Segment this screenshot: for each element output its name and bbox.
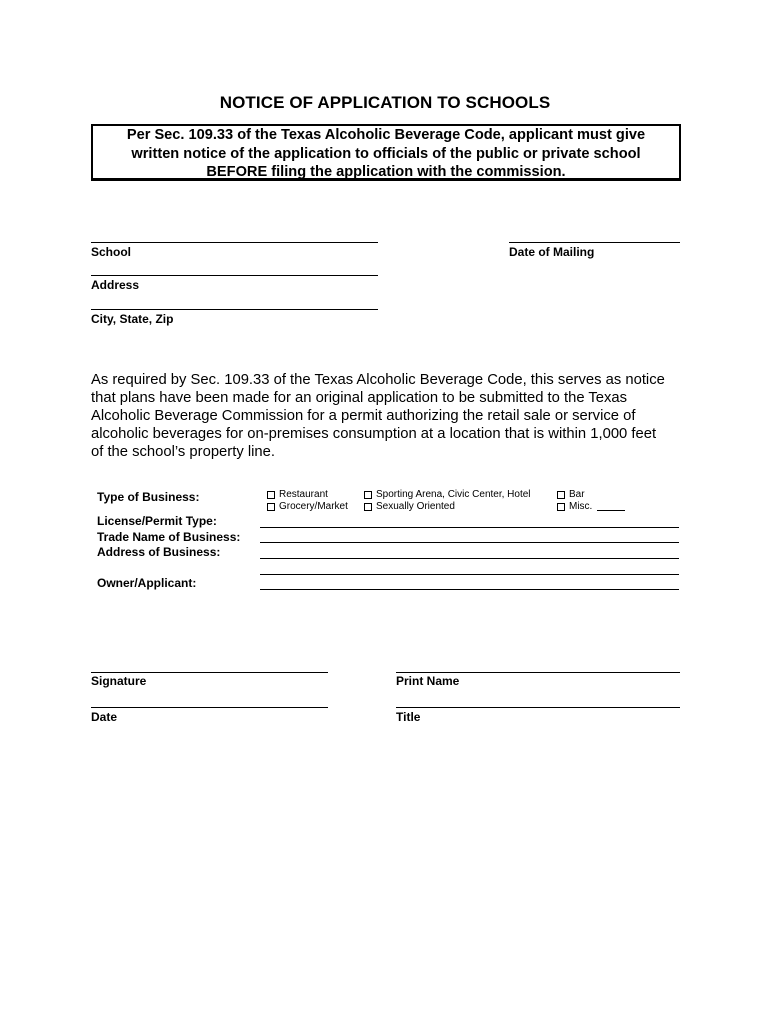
paragraph-line: Alcoholic Beverage Commission for a permit authorizing the retail sale or service of	[91, 408, 636, 424]
school-input-line[interactable]	[91, 242, 378, 243]
notice-paragraph	[91, 371, 691, 461]
grocery-option[interactable]	[267, 501, 348, 512]
license-permit-type-label: License/Permit Type:	[97, 514, 217, 528]
notice-line: written notice of the application to officials of the public or private school	[131, 145, 641, 162]
restaurant-option-label: Restaurant	[279, 489, 328, 500]
date-input-line[interactable]	[91, 707, 328, 708]
trade-name-input-line[interactable]	[260, 542, 679, 543]
type-of-business-label: Type of Business:	[97, 490, 200, 504]
city-state-zip-input-line[interactable]	[91, 309, 378, 310]
sexually-oriented-checkbox[interactable]	[364, 503, 372, 511]
misc-option[interactable]	[557, 501, 625, 512]
address-input-line[interactable]	[91, 275, 378, 276]
date-of-mailing-input-line[interactable]	[509, 242, 680, 243]
title-input-line[interactable]	[396, 707, 680, 708]
grocery-option-label: Grocery/Market	[279, 501, 348, 512]
owner-applicant-input-line[interactable]	[260, 589, 679, 590]
print-name-input-line[interactable]	[396, 672, 680, 673]
signature-input-line[interactable]	[91, 672, 328, 673]
owner-applicant-label: Owner/Applicant:	[97, 576, 197, 590]
notice-box	[91, 124, 681, 181]
print-name-label: Print Name	[396, 674, 460, 688]
address-of-business-input-line-2[interactable]	[260, 574, 679, 575]
title-label: Title	[396, 710, 421, 724]
address-label: Address	[91, 278, 140, 292]
paragraph-line: alcoholic beverages for on-premises consumption at a location that is within 1,000 feet	[91, 426, 657, 442]
bar-option-label: Bar	[569, 489, 585, 500]
paragraph-line: of the school’s property line.	[91, 444, 275, 460]
sporting-arena-checkbox[interactable]	[364, 491, 372, 499]
signature-label: Signature	[91, 674, 147, 688]
misc-option-label: Misc.	[569, 501, 593, 512]
license-permit-type-input-line[interactable]	[260, 527, 679, 528]
bar-checkbox[interactable]	[557, 491, 565, 499]
date-label: Date	[91, 710, 118, 724]
restaurant-checkbox[interactable]	[267, 491, 275, 499]
sporting-arena-option-label: Sporting Arena, Civic Center, Hotel	[376, 489, 531, 500]
address-of-business-label: Address of Business:	[97, 545, 221, 559]
sexually-oriented-option-label: Sexually Oriented	[376, 501, 455, 512]
grocery-checkbox[interactable]	[267, 503, 275, 511]
trade-name-label: Trade Name of Business:	[97, 530, 241, 544]
bar-option[interactable]	[557, 489, 585, 500]
school-label: School	[91, 245, 132, 259]
address-of-business-input-line[interactable]	[260, 558, 679, 559]
paragraph-line: that plans have been made for an original application to be submitted to the Texas	[91, 390, 628, 406]
restaurant-option[interactable]	[267, 489, 328, 500]
sexually-oriented-option[interactable]	[364, 501, 455, 512]
notice-line: BEFORE filing the application with the commission.	[206, 164, 566, 180]
notice-line: Per Sec. 109.33 of the Texas Alcoholic Beverage Code, applicant must give	[126, 127, 646, 143]
form-title: NOTICE OF APPLICATION TO SCHOOLS	[219, 93, 551, 112]
misc-input-line[interactable]	[597, 502, 625, 511]
paragraph-line: As required by Sec. 109.33 of the Texas Alcoholic Beverage Code, this serves as notice	[91, 372, 665, 388]
date-of-mailing-label: Date of Mailing	[509, 245, 595, 259]
sporting-arena-option[interactable]	[364, 489, 531, 500]
misc-checkbox[interactable]	[557, 503, 565, 511]
city-state-zip-label: City, State, Zip	[91, 312, 174, 326]
